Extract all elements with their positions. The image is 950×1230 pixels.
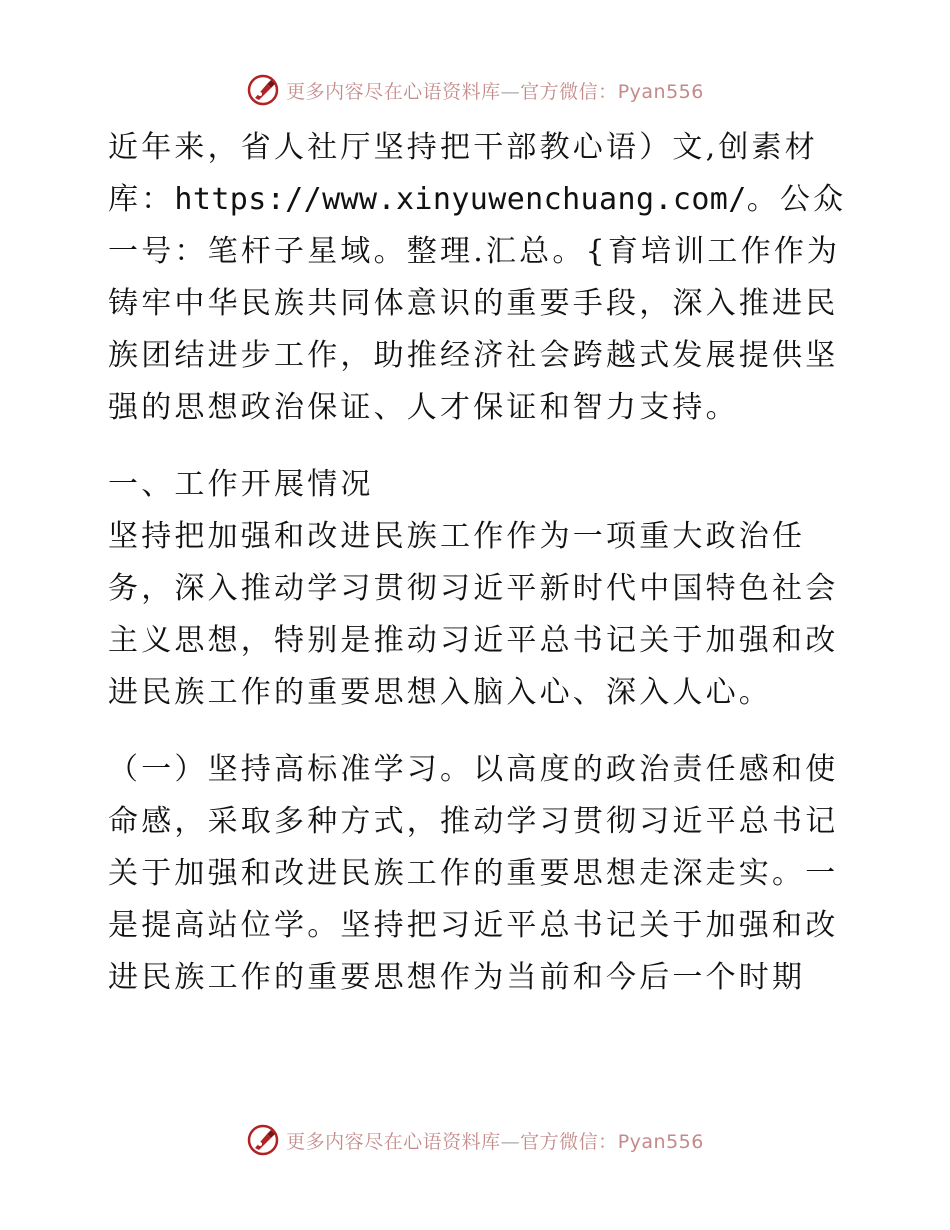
paragraph-overview: 坚持把加强和改进民族工作作为一项重大政治任务，深入推动学习贯彻习近平新时代中国特色社会主义思想，特别是推动习近平总书记关于加强和改进民族工作的重要思想入脑入心、深入人心。	[108, 519, 839, 710]
section-heading: 一、工作开展情况	[108, 467, 374, 502]
banner-text: 更多内容尽在心语资料库—官方微信：Pyan556	[286, 1130, 704, 1153]
pen-nib-circle-icon	[246, 73, 280, 107]
banner-text: 更多内容尽在心语资料库—官方微信：Pyan556	[286, 80, 704, 103]
pen-nib-circle-icon	[246, 1123, 280, 1157]
source-url: https://www.xinyuwenchuang.com/	[174, 182, 747, 217]
bottom-banner	[0, 1120, 950, 1160]
paragraph-study: （一）坚持高标准学习。以高度的政治责任感和使命感，采取多种方式，推动学习贯彻习近平总书记关于加强和改进民族工作的重要思想走深走实。一是提高站位学。坚持把习近平总书记关于加强和改进民族工作的重要思想作为当前和今后一个时期	[108, 752, 839, 995]
document-body	[100, 122, 852, 1004]
paragraph-intro: 近年来，省人社厅坚持把干部教心语）文,创素材库：https://www.xinyuwenchuang.com/。公众一号：笔杆子星域。整理.汇总。{育培训工作作为铸牢中华民族共同体意识的重要手段，深入推进民族团结进步工作，助推经济社会跨越式发展提供坚强的思想政治保证、人才保证和智力支持。	[108, 130, 847, 425]
top-banner	[0, 70, 950, 110]
